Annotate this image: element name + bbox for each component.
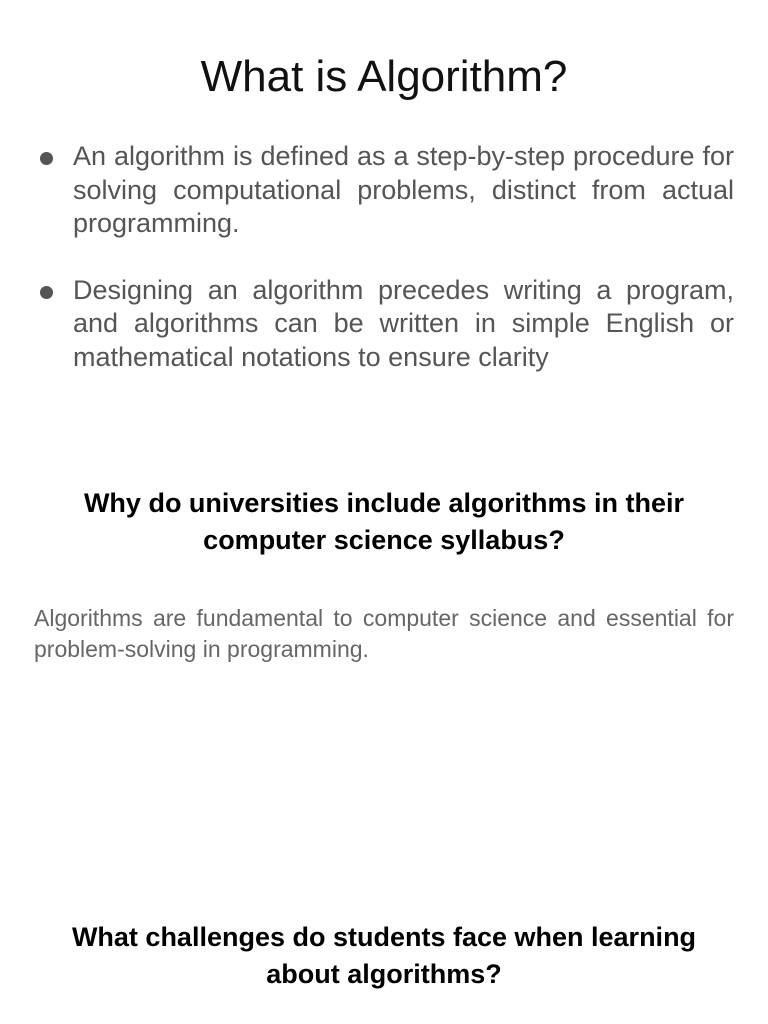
faq-question: Why do universities include algorithms in their computer science syllabus? (83, 488, 685, 555)
bullet-item (34, 274, 734, 375)
bullet-item (34, 140, 734, 241)
bullet-text: Designing an algorithm precedes writing a program, and algorithms can be written in simple English or mathematical notations to ensure clarity (73, 274, 734, 372)
bullet-dot-icon (40, 286, 53, 299)
faq-question: What challenges do students face when learning about algorithms? (71, 922, 697, 989)
bullet-dot-icon (40, 152, 53, 165)
bullet-text: An algorithm is defined as a step-by-step procedure for solving computational problems, distinct from actual programming. (73, 141, 734, 238)
page-title: What is Algorithm? (200, 52, 568, 101)
faq-answer: Algorithms are fundamental to computer science and essential for problem-solving in programming. (34, 605, 734, 662)
bullet-list (34, 140, 734, 407)
